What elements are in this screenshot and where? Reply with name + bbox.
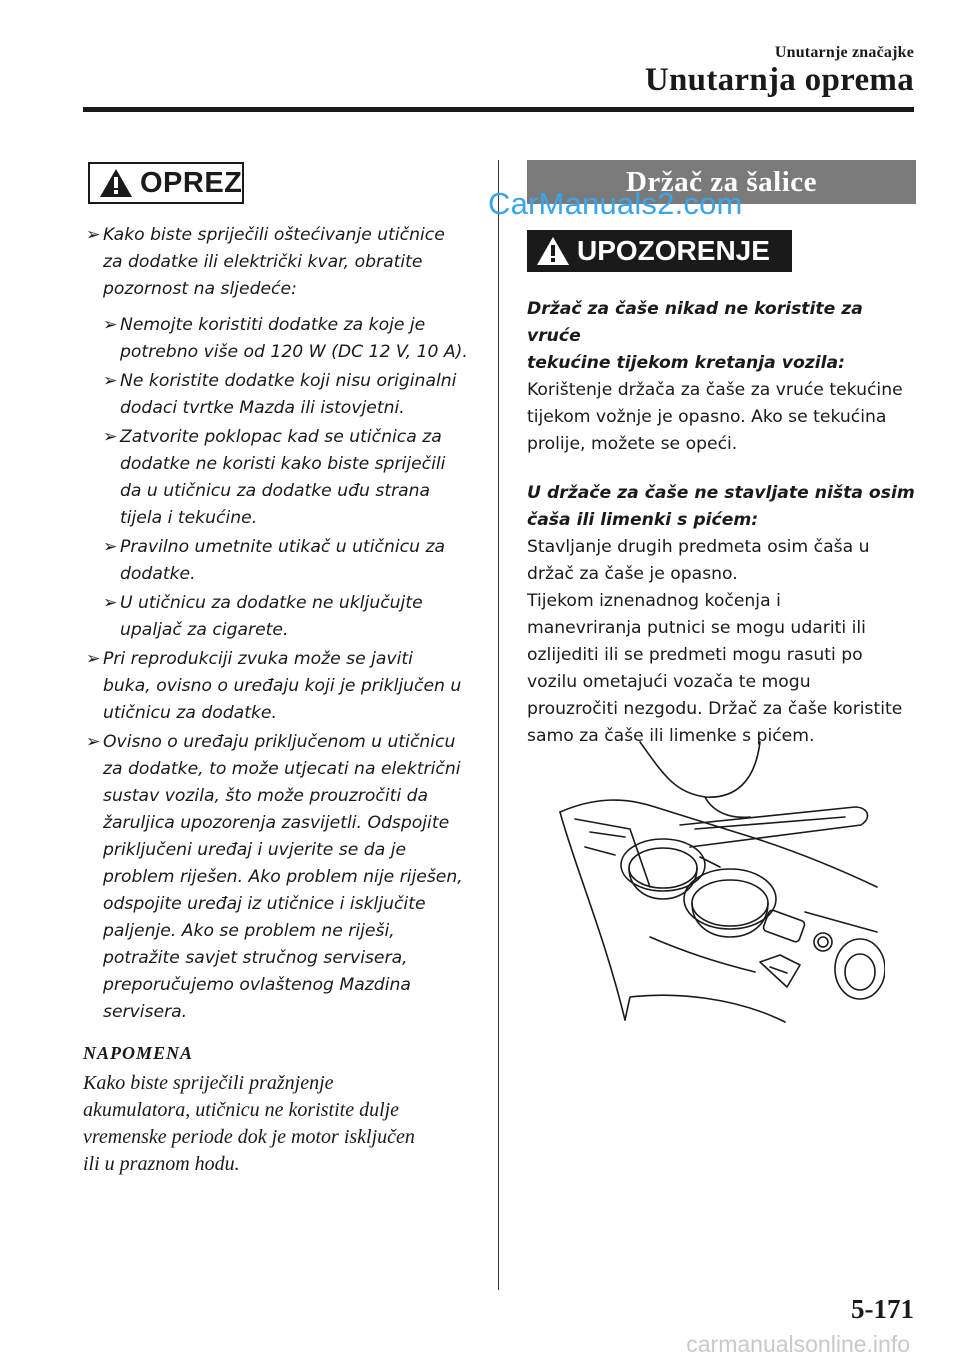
arrow-bullet-icon: ➢ (86, 649, 101, 669)
note-heading: NAPOMENA (83, 1043, 194, 1063)
warning-body-line: Korištenje držača za čaše za vruće tekućine (527, 380, 903, 400)
bullet-line: Pravilno umetnite utikač u utičnicu za (120, 537, 446, 557)
bullet-line: dodatke. (120, 564, 196, 584)
warning-body-line: samo za čaše ili limenke s pićem. (527, 726, 815, 746)
warning-heading-line: U držače za čaše ne stavljate ništa osim (527, 483, 915, 503)
bullet-line: potražite savjet stručnog servisera, (103, 948, 408, 968)
caution-list (86, 222, 481, 1026)
warning-label: UPOZORENJE (577, 235, 770, 266)
bullet-line: U utičnicu za dodatke ne uključujte (120, 593, 423, 613)
arrow-bullet-icon: ➢ (103, 371, 118, 391)
warning-body-line: vozilu ometajući vozača te mogu (527, 672, 811, 692)
footer-watermark: carmanualsonline.info (686, 1331, 910, 1357)
sub-bullet-item (103, 312, 481, 366)
arrow-bullet-icon: ➢ (103, 315, 118, 335)
note-line: Kako biste spriječili pražnjenje (83, 1072, 334, 1094)
warning-heading-line: Držač za čaše nikad ne koristite za vruće (527, 299, 863, 346)
warning-heading-line: čaša ili limenki s pićem: (527, 510, 759, 530)
arrow-bullet-icon: ➢ (103, 427, 118, 447)
caution-label: OPREZ (140, 166, 243, 199)
bullet-line: dodatke ne koristi kako biste spriječili (120, 454, 446, 474)
arrow-bullet-icon: ➢ (86, 732, 101, 752)
header-rule (83, 107, 914, 112)
note-line: ili u praznom hodu. (83, 1153, 240, 1175)
bullet-item (86, 729, 481, 1026)
section-title: Držač za šalice (625, 166, 818, 198)
bullet-line: tijela i tekućine. (120, 508, 258, 528)
bullet-line: preporučujemo ovlaštenog Mazdina (103, 975, 411, 995)
bullet-line: žaruljica upozorenja zasvijetli. Odspojite (103, 813, 450, 833)
bullet-line: upaljač za cigarete. (120, 620, 289, 640)
bullet-line: potrebno više od 120 W (DC 12 V, 10 A). (120, 342, 468, 362)
sub-bullet-item (103, 368, 481, 422)
bullet-line: Nemojte koristiti dodatke za koje je (120, 315, 426, 335)
warning-body-line: ozlijediti ili se predmeti mogu rasuti po (527, 645, 863, 665)
bullet-line: utičnicu za dodatke. (103, 703, 277, 723)
arrow-bullet-icon: ➢ (103, 537, 118, 557)
bullet-line: priključeni uređaj i uvjerite se da je (103, 840, 407, 860)
cup-holder-illustration (555, 737, 885, 1025)
warning-body-line: Stavljanje drugih predmeta osim čaša u (527, 537, 870, 557)
bullet-line: za dodatke ili električki kvar, obratite (103, 252, 423, 272)
arrow-bullet-icon: ➢ (103, 593, 118, 613)
page-number: 5-171 (851, 1294, 914, 1324)
bullet-line: pozornost na sljedeće: (103, 279, 297, 299)
warning-body-line: Tijekom iznenadnog kočenja i (527, 591, 781, 611)
running-header-section: Unutarnje značajke (774, 44, 914, 61)
bullet-line: servisera. (103, 1002, 188, 1022)
column-divider (498, 160, 499, 1290)
bullet-line: dodaci tvrtke Mazda ili istovjetni. (120, 398, 405, 418)
bullet-line: problem riješen. Ako problem nije riješen, (103, 867, 463, 887)
sub-bullet-item (103, 424, 481, 532)
bullet-line: za dodatke, to može utjecati na električni (103, 759, 461, 779)
warning-badge (527, 230, 792, 272)
warning-heading-line: tekućine tijekom kretanja vozila: (527, 353, 846, 373)
warning-body-line: prouzročiti nezgodu. Držač za čaše koristite (527, 699, 903, 719)
warning-triangle-icon (535, 235, 571, 267)
bullet-line: buka, ovisno o uređaju koji je priključen u (103, 676, 462, 696)
watermark-text: CarManuals2.com (488, 186, 743, 221)
bullet-line: Zatvorite poklopac kad se utičnica za (120, 427, 442, 447)
bullet-line: Pri reprodukciji zvuka može se javiti (103, 649, 413, 669)
sub-bullet-item (103, 590, 481, 644)
note-line: vremenske periode dok je motor isključen (83, 1126, 415, 1148)
warning-text (527, 296, 919, 750)
bullet-line: Ne koristite dodatke koji nisu originalni (120, 371, 457, 391)
warning-body-line: prolije, možete se opeći. (527, 434, 738, 454)
caution-badge (88, 162, 244, 204)
bullet-line: da u utičnicu za dodatke uđu strana (120, 481, 431, 501)
running-header-chapter: Unutarnja oprema (644, 62, 914, 98)
bullet-item (86, 222, 481, 303)
note-body (83, 1070, 483, 1178)
bullet-line: Ovisno o uređaju priključenom u utičnicu (103, 732, 456, 752)
warning-triangle-icon (98, 167, 134, 199)
warning-body-line: manevriranja putnici se mogu udariti ili (527, 618, 866, 638)
bullet-line: Kako biste spriječili oštećivanje utičnice (103, 225, 445, 245)
note-line: akumulatora, utičnicu ne koristite dulje (83, 1099, 400, 1121)
bullet-line: sustav vozila, što može prouzročiti da (103, 786, 429, 806)
sub-bullet-item (103, 534, 481, 588)
arrow-bullet-icon: ➢ (86, 225, 101, 245)
bullet-line: paljenje. Ako se problem ne riješi, (103, 921, 395, 941)
warning-body-line: tijekom vožnje je opasno. Ako se tekućina (527, 407, 887, 427)
warning-body-line: držač za čaše je opasno. (527, 564, 738, 584)
bullet-line: odspojite uređaj iz utičnice i isključite (103, 894, 426, 914)
bullet-item (86, 646, 481, 727)
